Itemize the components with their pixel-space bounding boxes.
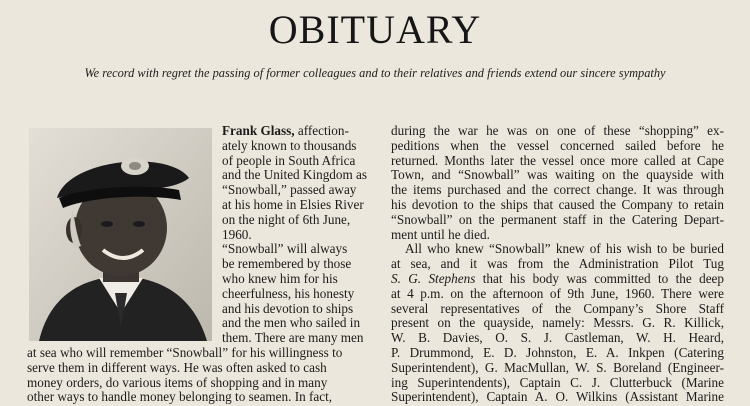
page-title: OBITUARY — [268, 7, 482, 52]
obituary-paragraph-1: Frank Glass, affection- ately known to thousands of people in South Africa and the United Kingdom as “Snowball,” passed away at his home in Elsies River on the night of 6th June, 1960. — [222, 123, 368, 242]
obituary-paragraph-2: “Snowball” will always be remembered by those who knew him for his cheerfulness, his honesty and his devotion to ships and the men who sailed in them. There are many men at sea who will remember “Snowball” for his willingness to serve them in different ways. He was often asked to cash money orders, do various items of shopping and in many other ways to handle money belonging to seamen. In fact, — [27, 241, 364, 405]
tug-line: S. G. Stephens that his body was committed to the deep — [391, 270, 724, 286]
page-subtitle: We record with regret the passing of former colleagues and to their relatives and friends extend our sincere sympathy — [84, 66, 666, 80]
deceased-name: Frank Glass, — [222, 123, 295, 138]
obituary-paragraph-4: All who knew “Snowball” knew of his wish to be buried at sea, and it was from the Administration Pilot Tug S. G. Stephens that his body was committed to the deep at 4 p.m. on the afternoon of 9th June, 1960. There were several representatives of the Company’s Shore Staff present on the quayside, namely: Messrs. G. R. Killick, W. B. Davies, O. S. J. Castleman, W. H. Heard, P. Drummond, E. D. Johnston, E. A. Inkpen (Catering Superintendent), G. MacMullan, W. S. Boreland (Engineer- ing Superintendents), Captain C. J. Clutterbuck (Marine Superintendent), Captain A. O. Wilkins (Assistant Marine — [391, 241, 724, 405]
obituary-paragraph-3: during the war he was on one of these “shopping” ex- peditions when the vessel concerned sailed before he returned. Months later the vessel once more called at Cape Town, and “Snowball” was waiting on the quayside with the items purchased and the correct change. It was through his devotion to the ships that caused the Company to retain “Snowball” on the permanent staff in the Catering Depart- ment until he died. — [391, 123, 724, 242]
left-column — [27, 124, 372, 405]
portrait-photo-icon — [29, 128, 212, 341]
tug-name: S. G. Stephens — [391, 270, 476, 286]
right-column — [391, 124, 724, 405]
